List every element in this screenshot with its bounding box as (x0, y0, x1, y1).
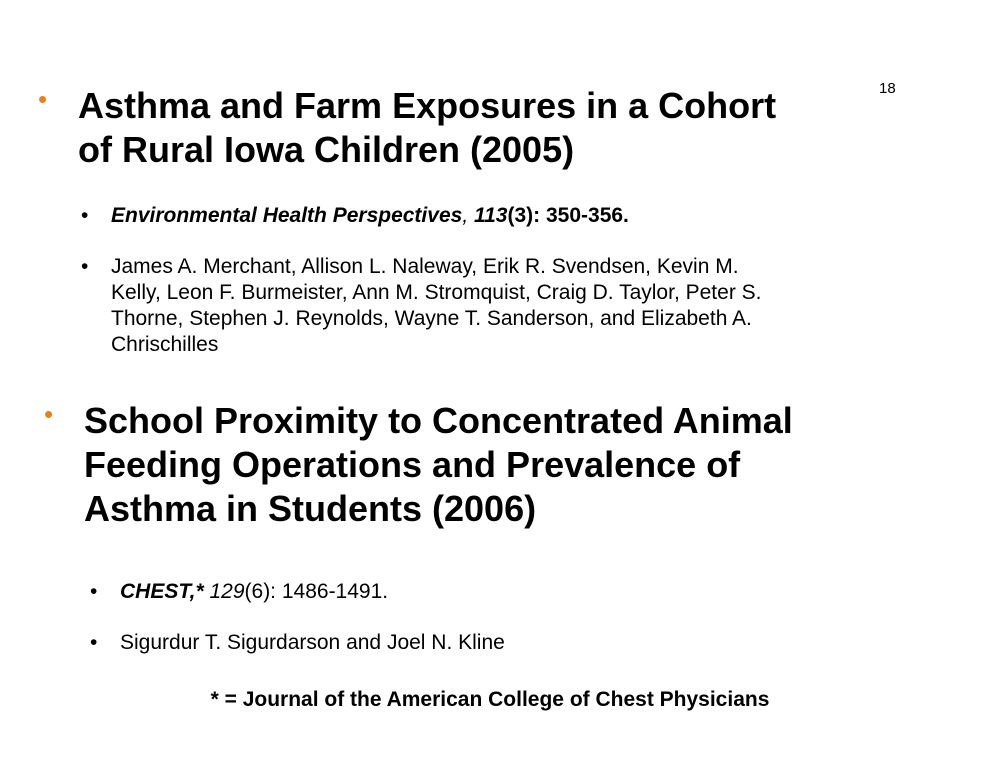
section-2-authors-line-1: Sigurdur T. Sigurdarson and Joel N. Kline (120, 631, 505, 654)
section-2-citation-bullet: • (90, 580, 98, 603)
section-2-title-line-1: School Proximity to Concentrated Animal (84, 400, 793, 441)
page-number: 18 (879, 80, 896, 97)
section-1-issue-pages: (3): 350-356. (507, 204, 629, 227)
section-1-title-line-2: of Rural Iowa Children (2005) (78, 129, 575, 170)
section-1-authors-line-4: Chrischilles (111, 333, 219, 356)
section-2-heading (44, 399, 793, 531)
section-2-title-line-2: Feeding Operations and Prevalence of (84, 444, 741, 485)
section-1-journal-name: Environmental Health Perspectives (111, 204, 463, 227)
section-1-authors-line-2: Kelly, Leon F. Burmeister, Ann M. Stromquist, Craig D. Taylor, Peter S. (111, 281, 762, 304)
section-1-authors (81, 254, 762, 358)
section-1-citation-bullet: • (81, 204, 89, 227)
section-2-authors (90, 630, 505, 656)
section-1-title (78, 84, 776, 172)
section-2-bullet: • (44, 399, 54, 429)
section-1-citation (81, 203, 629, 229)
section-2-title (84, 399, 793, 531)
section-2-journal-name: CHEST,* (120, 580, 204, 603)
section-1-authors-bullet: • (81, 255, 89, 278)
footnote: * = Journal of the American College of Chest Physicians (210, 688, 770, 711)
section-2-volume: 129 (209, 580, 245, 603)
section-2-title-line-3: Asthma in Students (2006) (84, 488, 537, 529)
section-1-bullet: • (38, 84, 48, 114)
section-1-journal-comma: , (462, 204, 469, 227)
section-1-volume: 113 (474, 204, 508, 227)
section-2-authors-bullet: • (90, 631, 98, 654)
section-1-heading (38, 84, 777, 172)
section-2-issue-pages: (6): 1486-1491. (244, 580, 389, 603)
section-1-authors-line-3: Thorne, Stephen J. Reynolds, Wayne T. Sanderson, and Elizabeth A. (111, 307, 752, 330)
section-1-authors-line-1: James A. Merchant, Allison L. Naleway, Erik R. Svendsen, Kevin M. (111, 255, 739, 278)
section-2-citation (90, 579, 389, 605)
section-1-title-line-1: Asthma and Farm Exposures in a Cohort (78, 85, 777, 126)
